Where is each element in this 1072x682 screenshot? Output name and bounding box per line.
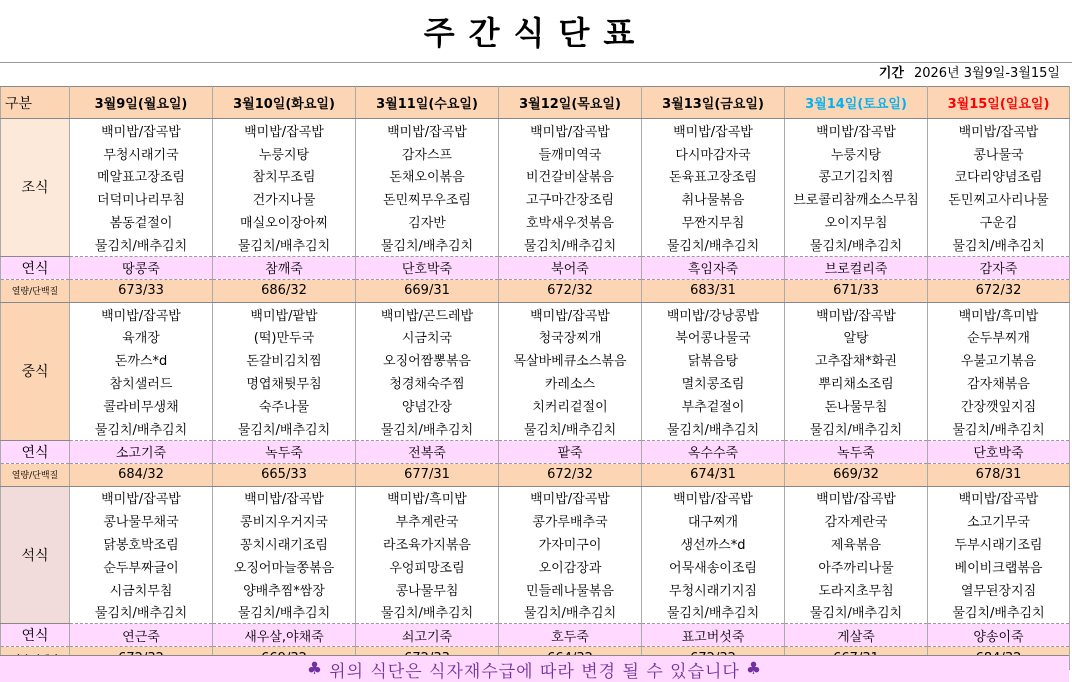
calorie-cell: 677/31: [356, 463, 499, 486]
snack-cell: 녹두죽: [213, 440, 356, 463]
dish-cell: 물김치/배추김치: [642, 417, 785, 440]
dish-cell: 목살바베큐소스볶음: [499, 348, 642, 371]
dish-cell: 양배추찜*쌈장: [213, 578, 356, 601]
snack-row: [1, 256, 1070, 279]
dish-cell: 육개장: [70, 326, 213, 349]
dish-cell: 돈갈비김치찜: [213, 348, 356, 371]
dish-cell: 물김치/배추김치: [499, 233, 642, 256]
dish-cell: 물김치/배추김치: [356, 601, 499, 624]
dish-cell: 열무된장지짐: [928, 578, 1070, 601]
dish-cell: 돈나물무침: [785, 394, 928, 417]
dish-cell: 백미밥/잡곡밥: [499, 486, 642, 509]
dish-cell: 알탕: [785, 326, 928, 349]
dish-cell: 백미밥/잡곡밥: [213, 119, 356, 142]
dish-cell: 물김치/배추김치: [70, 601, 213, 624]
dish-cell: 백미밥/잡곡밥: [642, 119, 785, 142]
menu-row: [1, 233, 1070, 256]
header-day: 3월12일(목요일): [499, 87, 642, 119]
calorie-row: [1, 279, 1070, 302]
dish-cell: 참치샐러드: [70, 371, 213, 394]
snack-row: [1, 440, 1070, 463]
dish-cell: 명엽채튓무침: [213, 371, 356, 394]
dish-cell: 비건갈비살볶음: [499, 165, 642, 188]
menu-row: [1, 165, 1070, 188]
dish-cell: 백미밥/잡곡밥: [785, 486, 928, 509]
dish-cell: 오징어짬뽕볶음: [356, 348, 499, 371]
dish-cell: 코다리양념조림: [928, 165, 1070, 188]
snack-cell: 양송이죽: [928, 624, 1070, 647]
dish-cell: 매실오이장아찌: [213, 210, 356, 233]
dish-cell: 순두부짜글이: [70, 555, 213, 578]
dish-cell: 건가지나물: [213, 187, 356, 210]
dish-cell: 부추겉절이: [642, 394, 785, 417]
dish-cell: 고구마간장조림: [499, 187, 642, 210]
snack-cell: 단호박죽: [356, 256, 499, 279]
calorie-cell: 671/33: [785, 279, 928, 302]
dish-cell: 백미밥/잡곡밥: [499, 119, 642, 142]
dish-cell: 시금치무침: [70, 578, 213, 601]
calorie-cell: 665/33: [213, 463, 356, 486]
club-icon: ♣: [745, 659, 763, 679]
dish-cell: 백미밥/잡곡밥: [356, 119, 499, 142]
calorie-cell: 674/31: [642, 463, 785, 486]
snack-cell: 땅콩죽: [70, 256, 213, 279]
dish-cell: 아주까리나물: [785, 555, 928, 578]
dish-cell: 라조육가지볶음: [356, 532, 499, 555]
dish-cell: 물김치/배추김치: [785, 417, 928, 440]
calorie-label: 열량/단백질: [1, 279, 70, 302]
dish-cell: 물김치/배추김치: [213, 417, 356, 440]
dish-cell: 제육볶음: [785, 532, 928, 555]
dish-cell: 물김치/배추김치: [642, 601, 785, 624]
dish-cell: 백미밥/잡곡밥: [642, 486, 785, 509]
header-day: 3월9일(월요일): [70, 87, 213, 119]
dish-cell: 가자미구이: [499, 532, 642, 555]
dish-cell: 간장깻잎지짐: [928, 394, 1070, 417]
calorie-cell: 686/32: [213, 279, 356, 302]
dish-cell: 백미밥/잡곡밥: [499, 302, 642, 325]
dish-cell: 돈민찌고사리나물: [928, 187, 1070, 210]
menu-row: [1, 187, 1070, 210]
calorie-row: [1, 463, 1070, 486]
dish-cell: 뿌리채소조림: [785, 371, 928, 394]
dish-cell: 백미밥/잡곡밥: [213, 486, 356, 509]
menu-row: [1, 371, 1070, 394]
dish-cell: 백미밥/흑미밥: [356, 486, 499, 509]
snack-cell: 전복죽: [356, 440, 499, 463]
menu-row: [1, 394, 1070, 417]
dish-cell: 물김치/배추김치: [785, 601, 928, 624]
period-line: [0, 63, 1060, 85]
menu-row: [1, 578, 1070, 601]
menu-row: [1, 601, 1070, 624]
dish-cell: 무짠지무침: [642, 210, 785, 233]
dish-cell: 베이비크랩볶음: [928, 555, 1070, 578]
snack-cell: 쇠고기죽: [356, 624, 499, 647]
dish-cell: 소고기무국: [928, 509, 1070, 532]
dish-cell: 시금치국: [356, 326, 499, 349]
snack-label: 연식: [1, 440, 70, 463]
menu-row: [1, 348, 1070, 371]
dish-cell: 백미밥/잡곡밥: [785, 119, 928, 142]
dish-cell: 메알표고장조림: [70, 165, 213, 188]
meal-label: 중식: [1, 302, 70, 440]
snack-label: 연식: [1, 256, 70, 279]
dish-cell: 물김치/배추김치: [356, 233, 499, 256]
menu-table: [0, 86, 1070, 670]
dish-cell: 돈민찌무우조림: [356, 187, 499, 210]
dish-cell: 구운김: [928, 210, 1070, 233]
dish-cell: 돈육표고장조림: [642, 165, 785, 188]
dish-cell: 물김치/배추김치: [70, 417, 213, 440]
dish-cell: 우엉피망조림: [356, 555, 499, 578]
dish-cell: 닭볶음탕: [642, 348, 785, 371]
dish-cell: 꽁치시래기조림: [213, 532, 356, 555]
header-gubun: 구분: [1, 87, 70, 119]
snack-cell: 참깨죽: [213, 256, 356, 279]
menu-row: [1, 555, 1070, 578]
dish-cell: 물김치/배추김치: [928, 601, 1070, 624]
dish-cell: 봄동겉절이: [70, 210, 213, 233]
dish-cell: 무청시래기지짐: [642, 578, 785, 601]
dish-cell: 콩고기김치찜: [785, 165, 928, 188]
menu-row: [1, 119, 1070, 142]
dish-cell: 김자반: [356, 210, 499, 233]
dish-cell: 백미밥/잡곡밥: [70, 119, 213, 142]
dish-cell: 치커리겉절이: [499, 394, 642, 417]
header-day: 3월15일(일요일): [928, 87, 1070, 119]
dish-cell: 콩나물무침: [356, 578, 499, 601]
header-day: 3월11일(수요일): [356, 87, 499, 119]
dish-cell: 콩비지우거지국: [213, 509, 356, 532]
header-row: [1, 87, 1070, 119]
snack-cell: 감자죽: [928, 256, 1070, 279]
dish-cell: 콜라비무생채: [70, 394, 213, 417]
dish-cell: 오이지무침: [785, 210, 928, 233]
calorie-cell: 683/31: [642, 279, 785, 302]
dish-cell: 백미밥/잡곡밥: [928, 119, 1070, 142]
dish-cell: 부추계란국: [356, 509, 499, 532]
meal-label: 석식: [1, 486, 70, 624]
dish-cell: 백미밥/잡곡밥: [928, 486, 1070, 509]
snack-cell: 옥수수죽: [642, 440, 785, 463]
dish-cell: 우불고기볶음: [928, 348, 1070, 371]
calorie-cell: 669/32: [785, 463, 928, 486]
dish-cell: 취나물볶음: [642, 187, 785, 210]
snack-cell: 소고기죽: [70, 440, 213, 463]
header-day: 3월14일(토요일): [785, 87, 928, 119]
dish-cell: 감자계란국: [785, 509, 928, 532]
dish-cell: 호박새우젓볶음: [499, 210, 642, 233]
dish-cell: 청경채숙주찜: [356, 371, 499, 394]
dish-cell: 물김치/배추김치: [785, 233, 928, 256]
dish-cell: 물김치/배추김치: [213, 233, 356, 256]
calorie-cell: 672/32: [499, 279, 642, 302]
dish-cell: 콩나물국: [928, 142, 1070, 165]
dish-cell: 물김치/배추김치: [499, 417, 642, 440]
dish-cell: 백미밥/흑미밥: [928, 302, 1070, 325]
calorie-cell: 669/31: [356, 279, 499, 302]
snack-cell: 팥죽: [499, 440, 642, 463]
dish-cell: 더덕미나리무침: [70, 187, 213, 210]
dish-cell: 오징어마늘쫑볶음: [213, 555, 356, 578]
notice-banner: [0, 655, 1069, 682]
dish-cell: 물김치/배추김치: [213, 601, 356, 624]
snack-label: 연식: [1, 624, 70, 647]
menu-row: [1, 142, 1070, 165]
calorie-label: 열량/단백질: [1, 463, 70, 486]
calorie-cell: 684/32: [70, 463, 213, 486]
snack-row: [1, 624, 1070, 647]
dish-cell: 물김치/배추김치: [499, 601, 642, 624]
dish-cell: 백미밥/잡곡밥: [70, 486, 213, 509]
dish-cell: 다시마감자국: [642, 142, 785, 165]
snack-cell: 호두죽: [499, 624, 642, 647]
dish-cell: 닭봉호박조림: [70, 532, 213, 555]
dish-cell: 도라지초무침: [785, 578, 928, 601]
dish-cell: 들깨미역국: [499, 142, 642, 165]
dish-cell: 누룽지탕: [785, 142, 928, 165]
snack-cell: 북어죽: [499, 256, 642, 279]
dish-cell: 백미밥/팥밥: [213, 302, 356, 325]
period-value: 2026년 3월9일-3월15일: [913, 66, 1060, 81]
dish-cell: 물김치/배추김치: [928, 417, 1070, 440]
notice-text: 위의 식단은 식자재수급에 따라 변경 될 수 있습니다: [329, 661, 740, 682]
snack-cell: 표고버섯죽: [642, 624, 785, 647]
snack-cell: 흑임자죽: [642, 256, 785, 279]
menu-row: [1, 210, 1070, 233]
snack-cell: 새우살,야채죽: [213, 624, 356, 647]
dish-cell: (떡)만두국: [213, 326, 356, 349]
meal-label: 조식: [1, 119, 70, 257]
dish-cell: 무청시래기국: [70, 142, 213, 165]
snack-cell: 브로컬리죽: [785, 256, 928, 279]
dish-cell: 콩가루배추국: [499, 509, 642, 532]
snack-cell: 단호박죽: [928, 440, 1070, 463]
dish-cell: 청국장찌개: [499, 326, 642, 349]
menu-row: [1, 532, 1070, 555]
menu-row: [1, 417, 1070, 440]
dish-cell: 카레소스: [499, 371, 642, 394]
period-label: 기간: [878, 66, 904, 81]
menu-row: [1, 509, 1070, 532]
dish-cell: 감자스프: [356, 142, 499, 165]
dish-cell: 오이감장과: [499, 555, 642, 578]
dish-cell: 멸치콩조림: [642, 371, 785, 394]
snack-cell: 게살죽: [785, 624, 928, 647]
menu-row: [1, 302, 1070, 325]
dish-cell: 브로콜리참깨소스무침: [785, 187, 928, 210]
dish-cell: 백미밥/잡곡밥: [70, 302, 213, 325]
calorie-cell: 678/31: [928, 463, 1070, 486]
calorie-cell: 672/32: [928, 279, 1070, 302]
dish-cell: 백미밥/강낭콩밥: [642, 302, 785, 325]
dish-cell: 민들레나물볶음: [499, 578, 642, 601]
dish-cell: 숙주나물: [213, 394, 356, 417]
dish-cell: 대구찌개: [642, 509, 785, 532]
dish-cell: 누룽지탕: [213, 142, 356, 165]
dish-cell: 백미밥/잡곡밥: [785, 302, 928, 325]
dish-cell: 북어콩나물국: [642, 326, 785, 349]
header-day: 3월13일(금요일): [642, 87, 785, 119]
calorie-cell: 672/32: [499, 463, 642, 486]
calorie-cell: 673/33: [70, 279, 213, 302]
header-day: 3월10일(화요일): [213, 87, 356, 119]
dish-cell: 생선까스*d: [642, 532, 785, 555]
dish-cell: 물김치/배추김치: [642, 233, 785, 256]
dish-cell: 고추잡채*화권: [785, 348, 928, 371]
dish-cell: 참치무조림: [213, 165, 356, 188]
club-icon: ♣: [306, 659, 324, 679]
dish-cell: 물김치/배추김치: [356, 417, 499, 440]
page-title: 주간식단표: [0, 0, 1072, 63]
dish-cell: 어묵새송이조림: [642, 555, 785, 578]
dish-cell: 백미밥/곤드레밥: [356, 302, 499, 325]
dish-cell: 양념간장: [356, 394, 499, 417]
dish-cell: 물김치/배추김치: [70, 233, 213, 256]
dish-cell: 순두부찌개: [928, 326, 1070, 349]
dish-cell: 콩나물무채국: [70, 509, 213, 532]
menu-row: [1, 326, 1070, 349]
dish-cell: 두부시래기조림: [928, 532, 1070, 555]
dish-cell: 돈까스*d: [70, 348, 213, 371]
dish-cell: 감자채볶음: [928, 371, 1070, 394]
dish-cell: 물김치/배추김치: [928, 233, 1070, 256]
snack-cell: 녹두죽: [785, 440, 928, 463]
snack-cell: 연근죽: [70, 624, 213, 647]
dish-cell: 돈채오이볶음: [356, 165, 499, 188]
menu-row: [1, 486, 1070, 509]
